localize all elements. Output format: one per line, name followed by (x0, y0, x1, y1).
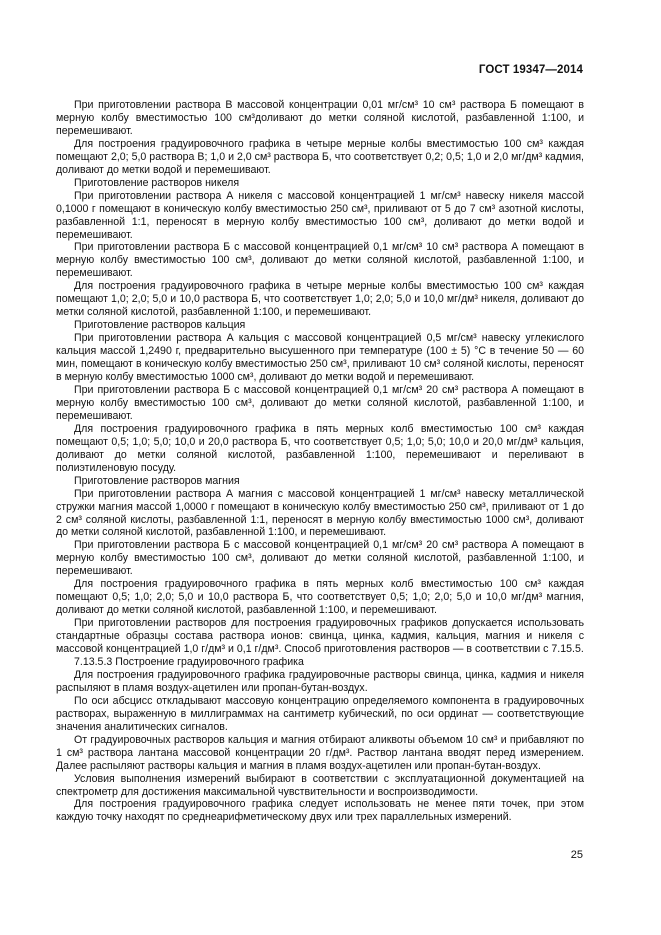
paragraph: Для построения градуировочного графика следует использовать не менее пяти точек, при этом каждую точку находят по среднеарифметическому двух или трех параллельных измерений. (56, 798, 584, 824)
paragraph: От градуировочных растворов кальция и магния отбирают аликвоты объемом 10 см³ и прибавляют по 1 см³ раствора лантана массовой концентрации 20 г/дм³. Раствор лантана вводят перед измерением. Далее распыляют растворы кальция и магния в пламя воздух-ацетилен или пропан-бутан-воздух. (56, 733, 584, 772)
paragraph: Для построения градуировочного графика в пять мерных колб вместимостью 100 см³ каждая помещают 0,5; 1,0; 2,0; 5,0 и 10,0 раствора Б, что соответствует 0,5; 1,0; 2,0; 5,0 и 10,0 мг/дм³ магния, доливают до метки соляной кислотой, разбавленной 1:100, и перемешивают. (56, 578, 584, 617)
document-body (56, 99, 584, 824)
paragraph: При приготовлении раствора А кальция с массовой концентрацией 0,5 мг/см³ навеску углекислого кальция массой 1,2490 г, предварительно высушенного при температуре (100 ± 5) °С в течение 50 — 60 мин, помещают в коническую колбу вместимостью 250 см³, приливают 10 см³ соляной кислоты, переносят в мерную колбу вместимостью 1000 см³, доливают до метки водой и перемешивают. (56, 332, 584, 384)
paragraph: По оси абсцисс откладывают массовую концентрацию определяемого компонента в градуировочных растворах, выраженную в миллиграммах на сантиметр кубический, по оси ординат — соответствующие значения аналитических сигналов. (56, 694, 584, 733)
paragraph: Для построения градуировочного графика в четыре мерные колбы вместимостью 100 см³ каждая помещают 1,0; 2,0; 5,0 и 10,0 раствора Б, что соответствует 1,0; 2,0; 5,0 и 10,0 мг/дм³ никеля, доливают до метки соляной кислотой, разбавленной 1:100, и перемешивают. (56, 280, 584, 319)
paragraph: Для построения градуировочного графика градуировочные растворы свинца, цинка, кадмия и никеля распыляют в пламя воздух-ацетилен или пропан-бутан-воздух. (56, 668, 584, 694)
paragraph: При приготовлении раствора Б с массовой концентрацией 0,1 мг/см³ 20 см³ раствора А помещают в мерную колбу вместимостью 100 см³, доливают до метки соляной кислотой, разбавленной 1:100, и перемешивают. (56, 539, 584, 578)
paragraph: Условия выполнения измерений выбирают в соответствии с эксплуатационной документацией на спектрометр для достижения максимальной чувствительности и воспроизводимости. (56, 772, 584, 798)
paragraph: При приготовлении раствора Б с массовой концентрацией 0,1 мг/см³ 10 см³ раствора А помещают в мерную колбу вместимостью 100 см³, доливают до метки соляной кислотой, разбавленной 1:100, и перемешивают. (56, 241, 584, 280)
section-heading: Приготовление растворов никеля (74, 176, 240, 189)
paragraph: Для построения градуировочного графика в четыре мерные колбы вместимостью 100 см³ каждая помещают 2,0; 5,0 раствора В; 1,0 и 2,0 см³ раствора Б, что соответствует 0,2; 0,5; 1,0 и 2,0 мг/дм³ кадмия, доливают до метки водой и перемешивают. (56, 137, 584, 176)
paragraph: При приготовлении раствора А никеля с массовой концентрацией 1 мг/см³ навеску никеля массой 0,1000 г помещают в коническую колбу вместимостью 250 см³, приливают от 5 до 7 см³ азотной кислоты, разбавленной 1:1, переносят в мерную колбу вместимостью 100 см³, доливают до метки водой и перемешивают. (56, 189, 584, 241)
paragraph: Для построения градуировочного графика в пять мерных колб вместимостью 100 см³ каждая помещают 0,5; 1,0; 5,0; 10,0 и 20,0 раствора Б, что соответствует 0,5; 1,0; 5,0; 10,0 и 20,0 мг/дм³ кальция, доливают до метки соляной кислотой, разбавленной 1:100, перемешивают и переливают в полиэтиленовую посуду. (56, 422, 584, 474)
document-header: ГОСТ 19347—2014 (478, 64, 583, 76)
page-number: 25 (570, 849, 583, 861)
paragraph: При приготовлении раствора В массовой концентрации 0,01 мг/см³ 10 см³ раствора Б помещают в мерную колбу вместимостью 100 см³доливают до метки соляной кислотой, разбавленной 1:100, и перемешивают. (56, 99, 584, 137)
section-heading: Приготовление растворов магния (74, 474, 240, 487)
section-heading: Приготовление растворов кальция (74, 319, 246, 332)
paragraph: При приготовлении раствора Б с массовой концентрацией 0,1 мг/см³ 20 см³ раствора А помещают в мерную колбу вместимостью 100 см³, доливают до метки соляной кислотой, разбавленной 1:100, и перемешивают. (56, 383, 584, 422)
paragraph: При приготовлении растворов для построения градуировочных графиков допускается использовать стандартные образцы состава раствора ионов: свинца, цинка, кадмия, кальция, магния и никеля с массовой концентрацией 1,0 г/дм³ и 0,1 г/дм³. Способ приготовления растворов — в соответствии с 7.15.5. (56, 617, 584, 656)
section-heading: 7.13.5.3 Построение градуировочного графика (74, 655, 304, 668)
paragraph: При приготовлении раствора А магния с массовой концентрацией 1 мг/см³ навеску металлической стружки магния массой 1,0000 г помещают в коническую колбу вместимостью 250 см³, приливают от 1 до 2 см³ соляной кислоты, разбавленной 1:1, переносят в мерную колбу вместимостью 1000 см³, доливают до метки соляной кислотой, разбавленной 1:100, и перемешивают. (56, 487, 584, 539)
